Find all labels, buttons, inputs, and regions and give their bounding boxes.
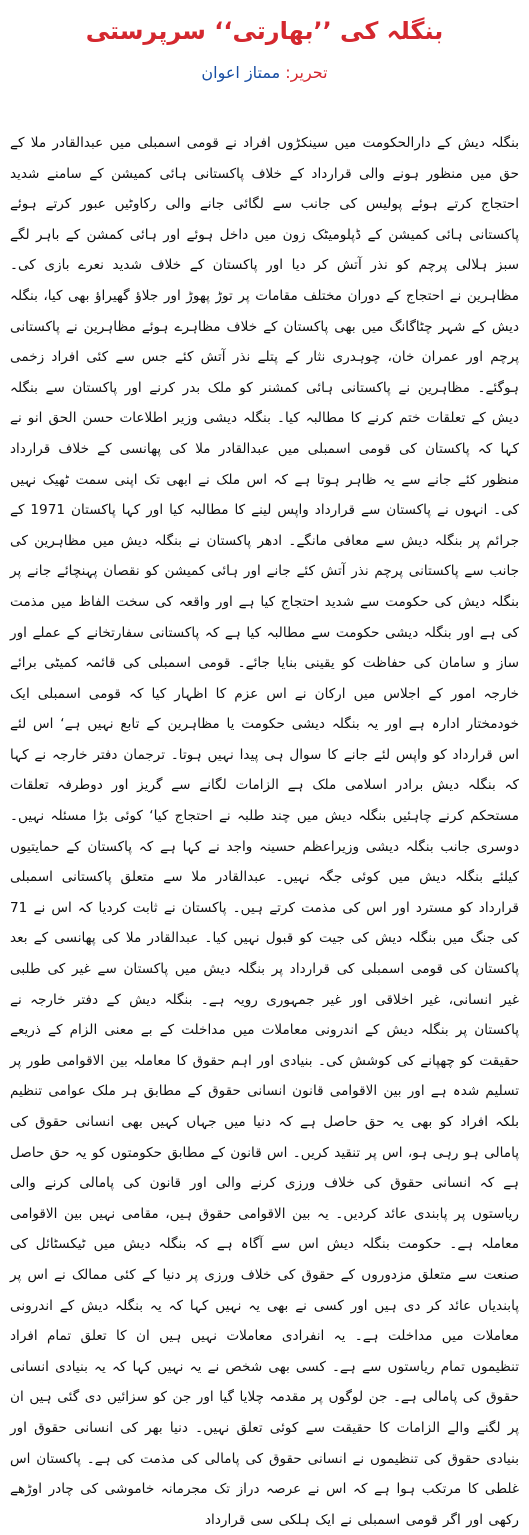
article-byline	[0, 62, 529, 84]
author-name: ممتاز اعوان	[201, 63, 281, 82]
article-paragraph: بنگلہ دیش کے دارالحکومت میں سینکڑوں افراد نے قومی اسمبلی میں عبدالقادر ملا کے حق میں منظور ہونے والی قرارداد کے خلاف پاکستانی ہائی کمیشن کے سامنے شدید احتجاج کرتے ہوئے پولیس کی جانب سے لگائی جانے والی رکاوٹیں عبور کرتے ہوئے پاکستانی ہائی کمیشن کے ڈپلومیٹک زون میں داخل ہوئے اور ہائی کمشن کے باہر لگے سبز ہلالی پرچم کو نذر آتش کر دیا اور پاکستان کے خلاف شدید نعرے بازی کی۔ مظاہرین نے احتجاج کے دوران مختلف مقامات پر توڑ پھوڑ اور جلاؤ گھیراؤ بھی کیا، بنگلہ دیش کے شہر چٹاگانگ میں بھی پاکستان کے خلاف مظاہرے ہوئے مظاہرین نے پاکستانی پرچم اور عمران خان، چوہدری نثار کے پتلے نذر آتش کئے جس سے کئی افراد زخمی ہوگئے۔ مظاہرین نے پاکستانی ہائی کمشنر کو ملک بدر کرنے اور پاکستان سے بنگلہ دیش کے تعلقات ختم کرنے کا مطالبہ کیا۔ بنگلہ دیشی وزیر اطلاعات حسن الحق انو نے کہا کہ پاکستان کی قومی اسمبلی میں عبدالقادر ملا کی پھانسی کے خلاف قرارداد منظور کئے جانے سے یہ ظاہر ہوتا ہے کہ اس ملک نے ابھی تک اپنی سمت ٹھیک نہیں کی۔ انہوں نے پاکستان سے قرارداد واپس لینے کا مطالبہ کیا اور کہا پاکستان 1971 کے جرائم پر بنگلہ دیش سے معافی مانگے۔ ادھر پاکستان نے بنگلہ دیش میں مظاہرین کی جانب سے پاکستانی پرچم نذر آتش کئے جانے اور ہائی کمیشن کو نقصان پہنچائے جانے پر بنگلہ دیش کی حکومت سے شدید احتجاج کیا ہے اور واقعہ کی سخت الفاظ میں مذمت کی ہے اور بنگلہ دیشی حکومت سے مطالبہ کیا ہے کہ پاکستانی سفارتخانے کے عملے اور ساز و سامان کی حفاظت کو یقینی بنایا جائے۔ قومی اسمبلی کی قائمہ کمیٹی برائے خارجہ امور کے اجلاس میں ارکان نے اس عزم کا اظہار کیا کہ قومی اسمبلی ایک خودمختار ادارہ ہے اور یہ بنگلہ دیشی حکومت یا مظاہرین کے تابع نہیں ہے‘ اس لئے اس قرارداد کو واپس لئے جانے کا سوال ہی پیدا نہیں ہوتا۔ ترجمان دفتر خارجہ نے کہا کہ بنگلہ دیش برادر اسلامی ملک ہے الزامات لگانے سے گریز اور دوطرفہ تعلقات مستحکم کرنے چاہئیں بنگلہ دیش میں چند طلبہ نے احتجاج کیا‘ کوئی بڑا مسئلہ نہیں۔ دوسری جانب بنگلہ دیشی وزیراعظم حسینہ واجد نے کہا ہے کہ پاکستان کے حمایتیوں کیلئے بنگلہ دیش میں کوئی جگہ نہیں۔ عبدالقادر ملا سے متعلق پاکستانی اسمبلی قرارداد کو مسترد اور اس کی مذمت کرتے ہیں۔ پاکستان نے ثابت کردیا کہ اس نے 71 کی جنگ میں بنگلہ دیش کی جیت کو قبول نہیں کیا۔ عبدالقادر ملا کی پھانسی کے بعد پاکستان کی قومی اسمبلی کی قرارداد پر بنگلہ دیش میں پاکستان سے غیر کی طلبی غیر انسانی، غیر اخلاقی اور غیر جمہوری رویہ ہے۔ بنگلہ دیش کے دفتر خارجہ نے پاکستان پر بنگلہ دیش کے اندرونی معاملات میں مداخلت کے بے معنی الزام کے ذریعے حقیقت کو چھپانے کی کوشش کی۔ بنیادی اور اہم حقوق کا معاملہ بین الاقوامی طور پر تسلیم شدہ ہے اور بین الاقوامی قانون انسانی حقوق کے مطابق ہر ملک عوامی تنظیم بلکہ افراد کو بھی یہ حق حاصل ہے کہ دنیا میں جہاں کہیں بھی انسانی حقوق کی پامالی ہو رہی ہو، اس پر تنقید کریں۔ اس قانون کے مطابق حکومتوں کو یہ حق حاصل ہے کہ انسانی حقوق کی خلاف ورزی کرنے والی اور قانون کی پامالی کرنے والی ریاستوں پر پابندی عائد کردیں۔ یہ بین الاقوامی حقوق ہیں، مقامی نہیں بین الاقوامی معاملہ ہے۔ حکومت بنگلہ دیش اس سے آگاہ ہے کہ بنگلہ دیش میں ٹیکسٹائل کی صنعت سے متعلق مزدوروں کے حقوق کی خلاف ورزی پر دنیا کے کئی ممالک نے اس پر پابندیاں عائد کر دی ہیں اور کسی نے بھی یہ نہیں کہا کہ یہ بنگلہ دیش کے اندرونی معاملات میں مداخلت ہے۔ یہ انفرادی معاملات نہیں ہیں ان کا تعلق تمام افراد تنظیموں تمام ریاستوں سے ہے۔ کسی بھی شخص نے یہ نہیں کہا کہ یہ بنیادی انسانی حقوق کی پامالی ہے۔ جن لوگوں پر مقدمہ چلایا گیا اور جن کو سزائیں دی گئی ہیں ان پر لگنے والے الزامات کا حقیقت سے کوئی تعلق نہیں۔ دنیا بھر کی انسانی حقوق اور بنیادی حقوق کی تنظیموں نے انسانی حقوق کی پامالی کی مذمت کی ہے۔ پاکستان اس غلطی کا مرتکب ہوا ہے کہ اس نے عرصہ دراز تک مجرمانہ خاموشی کی چادر اوڑھے رکھی اور اگر قومی اسمبلی نے ایک ہلکی سی قرارداد	[10, 135, 519, 1528]
article-title: بنگلہ کی ’’بھارتی‘‘ سرپرستی	[85, 17, 444, 45]
byline-label: تحریر:	[285, 63, 328, 82]
article-body	[10, 128, 519, 1528]
article-header	[0, 0, 529, 84]
